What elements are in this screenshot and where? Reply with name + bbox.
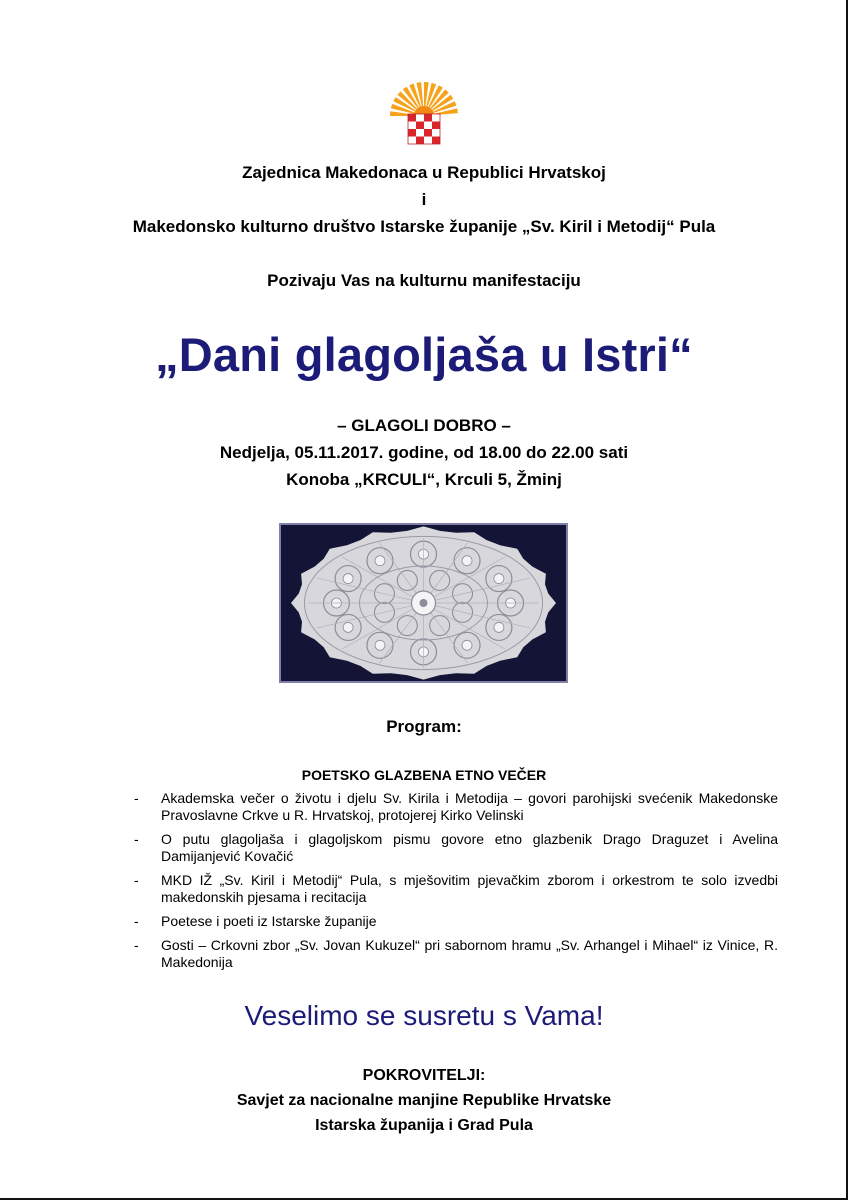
program-section-title: POETSKO GLAZBENA ETNO VEČER	[301, 767, 547, 783]
event-datetime: Nedjelja, 05.11.2017. godine, od 18.00 do 22.00 sati	[219, 443, 629, 462]
list-item	[130, 872, 778, 906]
program-list	[130, 790, 778, 978]
list-bullet: -	[134, 872, 139, 888]
list-item	[130, 831, 778, 865]
organizer-line-2: Makedonsko kulturno društvo Istarske županije „Sv. Kiril i Metodij“ Pula	[132, 217, 716, 236]
sponsor-line-2: Istarska županija i Grad Pula	[315, 1117, 533, 1134]
list-bullet: -	[134, 937, 139, 953]
organizer-line-1: Zajednica Makedonaca u Republici Hrvatskoj	[242, 163, 606, 182]
event-motto: – GLAGOLI DOBRO –	[337, 416, 511, 435]
list-item-text: Gosti – Crkovni zbor „Sv. Jovan Kukuzel“ pri sabornom hramu „Sv. Arhangel i Mihael“ iz Vinice, R. Makedonija	[161, 937, 778, 970]
sun-logo-icon	[388, 76, 460, 148]
invitation-text: Pozivaju Vas na kulturnu manifestaciju	[267, 271, 581, 290]
list-item-text: O putu glagoljaša i glagoljskom pismu govore etno glazbenik Drago Draguzet i Avelina Damijanjević Kovačić	[161, 831, 778, 864]
closing-message: Veselimo se susretu s Vama!	[244, 1000, 604, 1031]
list-item-text: MKD IŽ „Sv. Kiril i Metodij“ Pula, s mješovitim pjevačkim zborom i orkestrom te solo izvedbi makedonskih pjesama i recitacija	[161, 872, 778, 905]
list-item	[130, 937, 778, 971]
list-item-text: Poetese i poeti iz Istarske županije	[161, 913, 377, 929]
organizer-conjunction: i	[421, 190, 427, 209]
lace-doily-image	[279, 523, 568, 683]
list-bullet: -	[134, 913, 139, 929]
list-item-text: Akademska večer o životu i djelu Sv. Kirila i Metodija – govori parohijski svećenik Makedonske Pravoslavne Crkve u R. Hrvatskoj, protojerej Kirko Velinski	[161, 790, 778, 823]
program-label: Program:	[386, 717, 462, 736]
event-venue: Konoba „KRCULI“, Krculi 5, Žminj	[286, 470, 562, 489]
list-item	[130, 790, 778, 824]
sponsor-line-1: Savjet za nacionalne manjine Republike Hrvatske	[236, 1092, 612, 1109]
list-item	[130, 913, 778, 930]
list-bullet: -	[134, 831, 139, 847]
sponsors-label: POKROVITELJI:	[362, 1067, 486, 1084]
event-title: „Dani glagoljaša u Istri“	[155, 328, 693, 381]
list-bullet: -	[134, 790, 139, 806]
